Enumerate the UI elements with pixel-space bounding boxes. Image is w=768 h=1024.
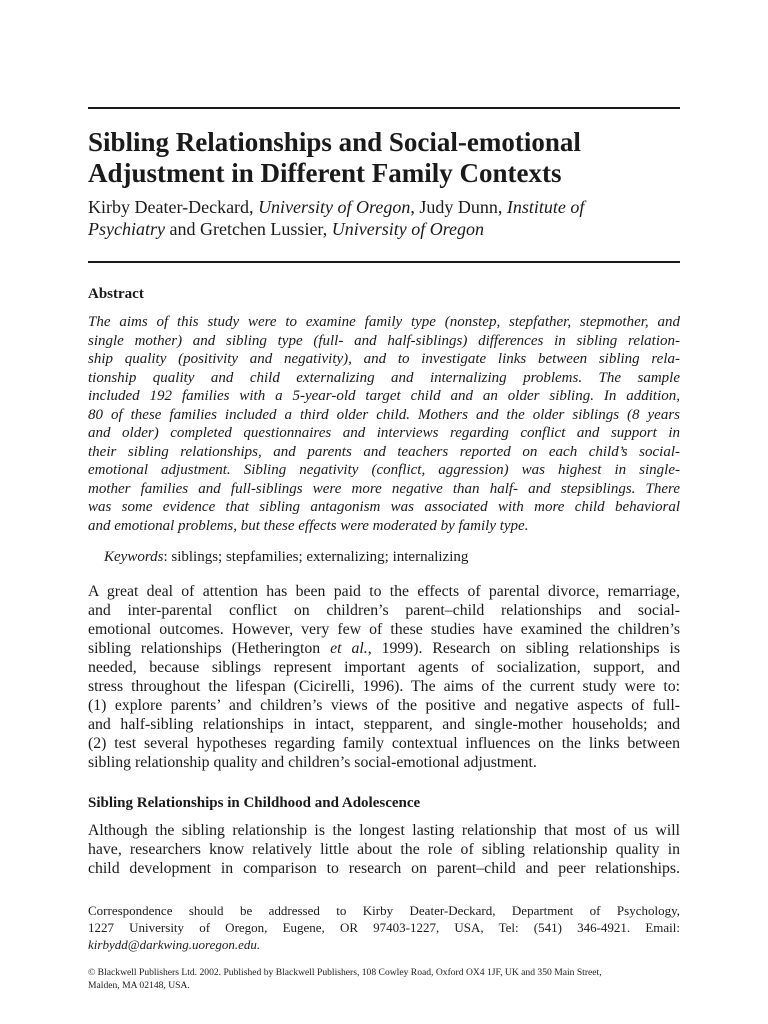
correspondence-line: 1227 University of Oregon, Eugene, OR 97403-1227, USA, Tel: (541) 346-4921. Email: [88,920,680,935]
body-line: Although the sibling relationship is the longest lasting relationship that most of us will [88,822,680,839]
abstract-line: ship quality (positivity and negativity), and to investigate links between sibling rela- [88,351,680,367]
body-line: A great deal of attention has been paid to the effects of parental divorce, remarriage, [88,583,680,600]
body-line: (2) test several hypotheses regarding family contextual influences on the links between [88,735,680,752]
citation-etal: et al. [330,640,368,657]
abstract-line: single mother) and sibling type (full- and half-siblings) differences in sibling relation- [88,332,680,349]
correspondence-email-line [88,936,680,953]
author-1-affiliation: University of Oregon [258,197,411,217]
body-line: needed, because siblings represent important agents of socialization, support, and [88,659,680,676]
abstract-line: mother families and full-siblings were more negative than half- and stepsiblings. There [88,480,680,497]
section-heading: Sibling Relationships in Childhood and Adolescence [88,795,421,811]
abstract-line: emotional adjustment. Sibling negativity (conflict, aggression) was highest in single- [88,462,680,478]
correspondence-email[interactable]: kirbydd@darkwing.uoregon.edu. [88,937,261,952]
citation-text: sibling relationships (Hetherington [88,640,331,657]
keywords [104,548,468,566]
author-line-2 [88,218,688,240]
author-list [88,196,688,240]
author-line-1 [88,196,688,218]
body-line: have, researchers know relatively little about the role of sibling relationship quality in [88,841,680,858]
copyright-line: Malden, MA 02148, USA. [88,980,190,991]
author-separator-2: and Gretchen Lussier, [164,219,332,239]
abstract-line: their sibling relationships, and parents and teachers reported on each child’s social- [88,443,680,460]
abstract-line: was some evidence that sibling antagonism was associated with more child behavioral [88,499,680,515]
intro-paragraph [88,582,680,772]
author-3-affiliation: University of Oregon [331,219,485,239]
keywords-list: : siblings; stepfamilies; externalizing; internalizing [163,549,469,565]
body-line: and half-sibling relationships in intact, stepparent, and single-mother households; and [88,716,680,733]
author-separator-1: , Judy Dunn, [410,197,507,217]
keywords-label: Keywords [104,549,164,565]
abstract-heading: Abstract [88,286,144,302]
abstract-line: and emotional problems, but these effects were moderated by family type. [88,517,529,534]
abstract-line: and older) completed questionnaires and interviews regarding conflict and support in [88,425,680,441]
header-bottom-rule [88,261,680,263]
abstract-text [88,313,680,535]
top-rule [88,107,680,109]
body-line-with-citation [88,639,680,658]
correspondence-note [88,902,680,953]
author-2-affiliation-part1: Institute of [506,197,585,217]
abstract-line: 80 of these families included a third older child. Mothers and the older siblings (8 years [88,406,680,423]
abstract-line: tionship quality and child externalizing and internalizing problems. The sample [88,369,680,386]
body-line: emotional outcomes. However, very few of these studies have examined the children’s [88,621,680,638]
title-line-2: Adjustment in Different Family Contexts [88,158,562,188]
body-line: child development in comparison to research on parent–child and peer relationships. [88,860,680,877]
citation-year: , 1999). Research on sibling relationships is [367,640,680,657]
author-1: Kirby Deater-Deckard, [88,197,259,217]
abstract-line: The aims of this study were to examine family type (nonstep, stepfather, stepmother, and [88,314,680,330]
correspondence-line: Correspondence should be addressed to Kirby Deater-Deckard, Department of Psychology, [88,903,680,918]
abstract-line: included 192 families with a 5-year-old target child and an older sibling. In addition, [88,388,680,404]
body-line: stress throughout the lifespan (Cicirelli, 1996). The aims of the current study were to: [88,678,680,695]
paper-title [88,127,688,189]
body-line: sibling relationship quality and children’s social-emotional adjustment. [88,754,537,771]
title-line-1: Sibling Relationships and Social-emotional [88,127,581,157]
section-paragraph [88,821,680,878]
body-line: (1) explore parents’ and children’s views of the positive and negative aspects of full- [88,697,680,714]
author-2-affiliation-part2: Psychiatry [88,219,165,239]
body-line: and inter-parental conflict on children’s parent–child relationships and social- [88,602,680,619]
copyright-notice [88,966,680,992]
copyright-line: © Blackwell Publishers Ltd. 2002. Published by Blackwell Publishers, 108 Cowley Road, Oxford OX4 1JF, UK and 350 Main Street, [88,967,602,978]
